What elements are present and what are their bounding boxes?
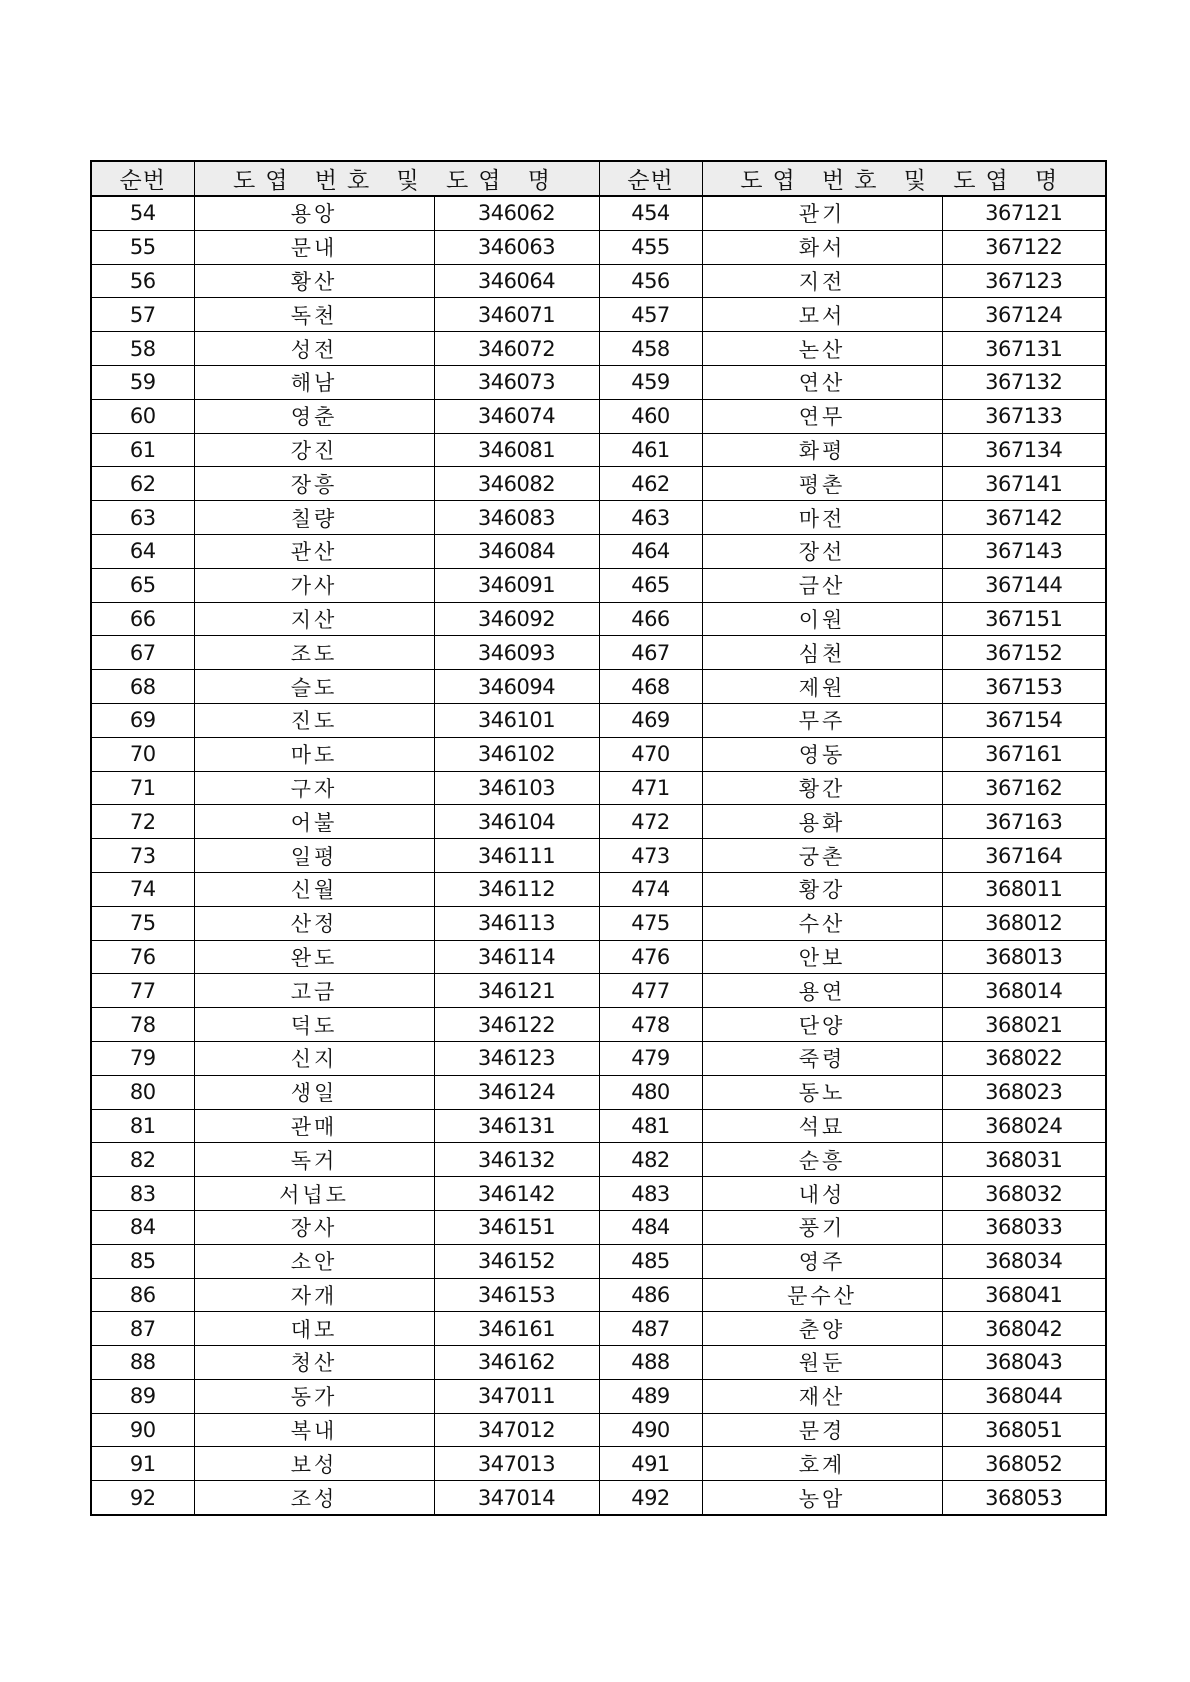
row-name-right: 수산 [702,906,942,940]
row-name-right: 금산 [702,568,942,602]
row-code-left: 346121 [434,974,599,1008]
row-name-right: 문경 [702,1413,942,1447]
table-row [91,298,1106,332]
row-name-left: 관매 [194,1109,434,1143]
table-row [91,196,1106,230]
row-name-right: 궁촌 [702,839,942,873]
row-name-left: 대모 [194,1312,434,1346]
table-row [91,501,1106,535]
row-seq-right: 480 [599,1075,702,1109]
row-name-left: 동가 [194,1379,434,1413]
row-name-left: 문내 [194,230,434,264]
table-row [91,703,1106,737]
row-name-left: 독천 [194,298,434,332]
row-seq-right: 474 [599,872,702,906]
table-row [91,872,1106,906]
table-header [91,161,1106,196]
row-seq-right: 455 [599,230,702,264]
table-row [91,1041,1106,1075]
row-code-right: 368042 [942,1312,1106,1346]
row-seq-right: 484 [599,1210,702,1244]
row-seq-right: 471 [599,771,702,805]
row-seq-left: 87 [91,1312,194,1346]
row-code-right: 367161 [942,737,1106,771]
row-code-right: 368033 [942,1210,1106,1244]
row-seq-left: 68 [91,670,194,704]
row-name-right: 마전 [702,501,942,535]
table-row [91,568,1106,602]
row-name-right: 모서 [702,298,942,332]
row-code-left: 346063 [434,230,599,264]
row-seq-left: 63 [91,501,194,535]
row-name-right: 농암 [702,1481,942,1515]
row-code-left: 346082 [434,467,599,501]
row-seq-left: 61 [91,433,194,467]
row-seq-left: 89 [91,1379,194,1413]
row-name-left: 영춘 [194,399,434,433]
row-code-left: 346153 [434,1278,599,1312]
row-name-left: 자개 [194,1278,434,1312]
row-code-right: 367122 [942,230,1106,264]
row-name-right: 화평 [702,433,942,467]
table-row [91,737,1106,771]
table-row [91,1278,1106,1312]
row-name-right: 영주 [702,1244,942,1278]
row-name-right: 논산 [702,332,942,366]
row-name-left: 가사 [194,568,434,602]
table-row [91,433,1106,467]
row-name-right: 제원 [702,670,942,704]
row-code-left: 346093 [434,636,599,670]
row-code-left: 346113 [434,906,599,940]
row-name-right: 평촌 [702,467,942,501]
row-code-right: 368052 [942,1447,1106,1481]
row-name-left: 진도 [194,703,434,737]
row-code-right: 368031 [942,1143,1106,1177]
row-code-left: 346114 [434,940,599,974]
table-row [91,1481,1106,1515]
map-sheet-index-table [90,160,1107,1516]
row-name-right: 황강 [702,872,942,906]
row-name-right: 풍기 [702,1210,942,1244]
row-name-right: 화서 [702,230,942,264]
row-code-left: 347011 [434,1379,599,1413]
row-code-right: 367151 [942,602,1106,636]
row-seq-left: 84 [91,1210,194,1244]
row-code-left: 346152 [434,1244,599,1278]
table-row [91,399,1106,433]
row-name-right: 문수산 [702,1278,942,1312]
table-row [91,1177,1106,1211]
row-seq-left: 67 [91,636,194,670]
row-code-left: 346123 [434,1041,599,1075]
row-code-left: 346092 [434,602,599,636]
row-code-left: 346094 [434,670,599,704]
row-seq-right: 492 [599,1481,702,1515]
row-code-right: 367132 [942,365,1106,399]
table-body [91,196,1106,1515]
table-row [91,1143,1106,1177]
row-seq-right: 472 [599,805,702,839]
row-code-left: 346161 [434,1312,599,1346]
row-seq-right: 477 [599,974,702,1008]
row-code-right: 368023 [942,1075,1106,1109]
row-code-right: 367162 [942,771,1106,805]
row-name-right: 무주 [702,703,942,737]
row-seq-right: 487 [599,1312,702,1346]
row-seq-left: 81 [91,1109,194,1143]
row-code-right: 368043 [942,1346,1106,1380]
row-seq-left: 86 [91,1278,194,1312]
row-code-left: 346072 [434,332,599,366]
row-name-right: 단양 [702,1008,942,1042]
row-seq-right: 456 [599,264,702,298]
row-code-right: 368034 [942,1244,1106,1278]
table-row [91,1075,1106,1109]
row-name-right: 내성 [702,1177,942,1211]
row-seq-left: 75 [91,906,194,940]
row-name-left: 덕도 [194,1008,434,1042]
row-code-right: 368041 [942,1278,1106,1312]
row-name-right: 동노 [702,1075,942,1109]
row-seq-right: 490 [599,1413,702,1447]
table-row [91,1379,1106,1413]
row-name-left: 완도 [194,940,434,974]
row-name-left: 마도 [194,737,434,771]
row-name-left: 해남 [194,365,434,399]
row-name-left: 장사 [194,1210,434,1244]
row-seq-right: 458 [599,332,702,366]
row-name-left: 독거 [194,1143,434,1177]
row-name-left: 신월 [194,872,434,906]
row-seq-left: 57 [91,298,194,332]
row-seq-left: 59 [91,365,194,399]
row-seq-left: 70 [91,737,194,771]
row-code-right: 368044 [942,1379,1106,1413]
row-name-right: 황간 [702,771,942,805]
table-row [91,805,1106,839]
row-name-left: 복내 [194,1413,434,1447]
row-seq-right: 468 [599,670,702,704]
row-name-right: 용화 [702,805,942,839]
row-seq-right: 467 [599,636,702,670]
row-seq-right: 485 [599,1244,702,1278]
row-code-right: 368032 [942,1177,1106,1211]
row-name-left: 구자 [194,771,434,805]
row-code-right: 368014 [942,974,1106,1008]
row-code-right: 367131 [942,332,1106,366]
table-row [91,602,1106,636]
row-seq-right: 463 [599,501,702,535]
row-name-left: 보성 [194,1447,434,1481]
row-seq-right: 470 [599,737,702,771]
row-code-right: 367142 [942,501,1106,535]
row-seq-left: 76 [91,940,194,974]
row-code-left: 347014 [434,1481,599,1515]
row-seq-left: 55 [91,230,194,264]
row-seq-right: 469 [599,703,702,737]
row-name-left: 생일 [194,1075,434,1109]
row-code-right: 368024 [942,1109,1106,1143]
row-code-left: 346083 [434,501,599,535]
row-seq-right: 466 [599,602,702,636]
table-row [91,365,1106,399]
row-name-left: 산정 [194,906,434,940]
row-seq-left: 60 [91,399,194,433]
row-code-right: 367164 [942,839,1106,873]
row-name-right: 춘양 [702,1312,942,1346]
row-code-right: 368012 [942,906,1106,940]
row-name-right: 재산 [702,1379,942,1413]
table-row [91,1109,1106,1143]
row-name-left: 어불 [194,805,434,839]
row-name-right: 연무 [702,399,942,433]
row-name-right: 이원 [702,602,942,636]
table-row [91,670,1106,704]
header-title-left: 도엽 번호 및 도엽 명 [194,161,599,196]
row-code-left: 346151 [434,1210,599,1244]
table-row [91,1008,1106,1042]
row-name-right: 관기 [702,196,942,230]
row-code-left: 346111 [434,839,599,873]
header-title-right: 도엽 번호 및 도엽 명 [702,161,1106,196]
row-name-right: 영동 [702,737,942,771]
table-row [91,230,1106,264]
row-seq-right: 479 [599,1041,702,1075]
row-name-right: 심천 [702,636,942,670]
row-code-left: 346062 [434,196,599,230]
row-code-left: 346112 [434,872,599,906]
row-code-left: 346132 [434,1143,599,1177]
header-seq-left: 순번 [91,161,194,196]
row-seq-left: 64 [91,534,194,568]
row-seq-left: 92 [91,1481,194,1515]
row-name-left: 청산 [194,1346,434,1380]
row-seq-right: 475 [599,906,702,940]
table-row [91,636,1106,670]
row-seq-left: 90 [91,1413,194,1447]
row-seq-right: 459 [599,365,702,399]
row-code-right: 367154 [942,703,1106,737]
row-code-right: 367134 [942,433,1106,467]
row-name-right: 순흥 [702,1143,942,1177]
row-name-left: 조도 [194,636,434,670]
row-seq-left: 73 [91,839,194,873]
row-seq-left: 58 [91,332,194,366]
table-row [91,1447,1106,1481]
row-code-left: 346124 [434,1075,599,1109]
row-code-left: 346064 [434,264,599,298]
row-code-right: 367121 [942,196,1106,230]
row-name-left: 소안 [194,1244,434,1278]
row-code-left: 346103 [434,771,599,805]
row-code-right: 367133 [942,399,1106,433]
row-code-right: 368021 [942,1008,1106,1042]
row-name-right: 연산 [702,365,942,399]
table-row [91,1244,1106,1278]
row-seq-right: 465 [599,568,702,602]
row-seq-left: 79 [91,1041,194,1075]
row-name-right: 지전 [702,264,942,298]
table-row [91,1210,1106,1244]
row-seq-left: 56 [91,264,194,298]
row-seq-left: 74 [91,872,194,906]
row-name-left: 고금 [194,974,434,1008]
row-code-left: 346091 [434,568,599,602]
row-code-right: 368011 [942,872,1106,906]
row-name-left: 조성 [194,1481,434,1515]
row-seq-right: 457 [599,298,702,332]
row-name-left: 성전 [194,332,434,366]
table-row [91,332,1106,366]
row-code-left: 346131 [434,1109,599,1143]
row-code-left: 346142 [434,1177,599,1211]
row-seq-right: 482 [599,1143,702,1177]
row-seq-right: 462 [599,467,702,501]
table-row [91,839,1106,873]
row-seq-left: 62 [91,467,194,501]
row-seq-right: 473 [599,839,702,873]
row-name-left: 신지 [194,1041,434,1075]
row-seq-left: 71 [91,771,194,805]
row-code-left: 346071 [434,298,599,332]
row-name-right: 용연 [702,974,942,1008]
row-seq-right: 488 [599,1346,702,1380]
table-row [91,1312,1106,1346]
row-name-left: 일평 [194,839,434,873]
row-name-left: 칠량 [194,501,434,535]
row-seq-left: 85 [91,1244,194,1278]
row-seq-left: 54 [91,196,194,230]
row-seq-left: 66 [91,602,194,636]
table-row [91,467,1106,501]
row-seq-left: 88 [91,1346,194,1380]
row-code-right: 367152 [942,636,1106,670]
row-code-left: 346162 [434,1346,599,1380]
row-name-left: 슬도 [194,670,434,704]
row-seq-left: 72 [91,805,194,839]
row-name-right: 석묘 [702,1109,942,1143]
header-seq-right: 순번 [599,161,702,196]
row-seq-left: 82 [91,1143,194,1177]
table-row [91,264,1106,298]
row-code-left: 346084 [434,534,599,568]
row-code-right: 367163 [942,805,1106,839]
row-name-left: 강진 [194,433,434,467]
row-name-right: 죽령 [702,1041,942,1075]
row-name-right: 장선 [702,534,942,568]
row-seq-left: 83 [91,1177,194,1211]
row-seq-right: 460 [599,399,702,433]
row-code-left: 346074 [434,399,599,433]
row-name-left: 장흥 [194,467,434,501]
row-code-right: 367143 [942,534,1106,568]
table-row [91,534,1106,568]
row-seq-right: 478 [599,1008,702,1042]
row-code-left: 346081 [434,433,599,467]
row-name-left: 지산 [194,602,434,636]
row-seq-right: 461 [599,433,702,467]
row-seq-left: 80 [91,1075,194,1109]
row-name-right: 호계 [702,1447,942,1481]
table-row [91,1346,1106,1380]
row-code-left: 346101 [434,703,599,737]
row-code-left: 346104 [434,805,599,839]
row-code-left: 346122 [434,1008,599,1042]
table-row [91,974,1106,1008]
table-row [91,940,1106,974]
row-name-left: 황산 [194,264,434,298]
row-seq-right: 481 [599,1109,702,1143]
row-name-right: 원둔 [702,1346,942,1380]
row-name-left: 용앙 [194,196,434,230]
row-code-right: 368051 [942,1413,1106,1447]
row-seq-left: 91 [91,1447,194,1481]
row-code-right: 368053 [942,1481,1106,1515]
row-seq-left: 77 [91,974,194,1008]
table-row [91,1413,1106,1447]
row-name-left: 관산 [194,534,434,568]
row-seq-right: 476 [599,940,702,974]
row-name-right: 안보 [702,940,942,974]
table-row [91,906,1106,940]
row-seq-left: 78 [91,1008,194,1042]
row-name-left: 서넙도 [194,1177,434,1211]
table-row [91,771,1106,805]
row-seq-left: 69 [91,703,194,737]
row-code-left: 347013 [434,1447,599,1481]
row-seq-right: 486 [599,1278,702,1312]
row-code-left: 346102 [434,737,599,771]
row-seq-right: 491 [599,1447,702,1481]
row-seq-right: 454 [599,196,702,230]
row-code-left: 346073 [434,365,599,399]
row-code-left: 347012 [434,1413,599,1447]
row-seq-right: 483 [599,1177,702,1211]
row-seq-right: 489 [599,1379,702,1413]
row-seq-right: 464 [599,534,702,568]
row-code-right: 367124 [942,298,1106,332]
row-code-right: 367144 [942,568,1106,602]
row-code-right: 368013 [942,940,1106,974]
row-code-right: 367141 [942,467,1106,501]
header-row [91,161,1106,196]
row-code-right: 367153 [942,670,1106,704]
row-seq-left: 65 [91,568,194,602]
row-code-right: 367123 [942,264,1106,298]
row-code-right: 368022 [942,1041,1106,1075]
